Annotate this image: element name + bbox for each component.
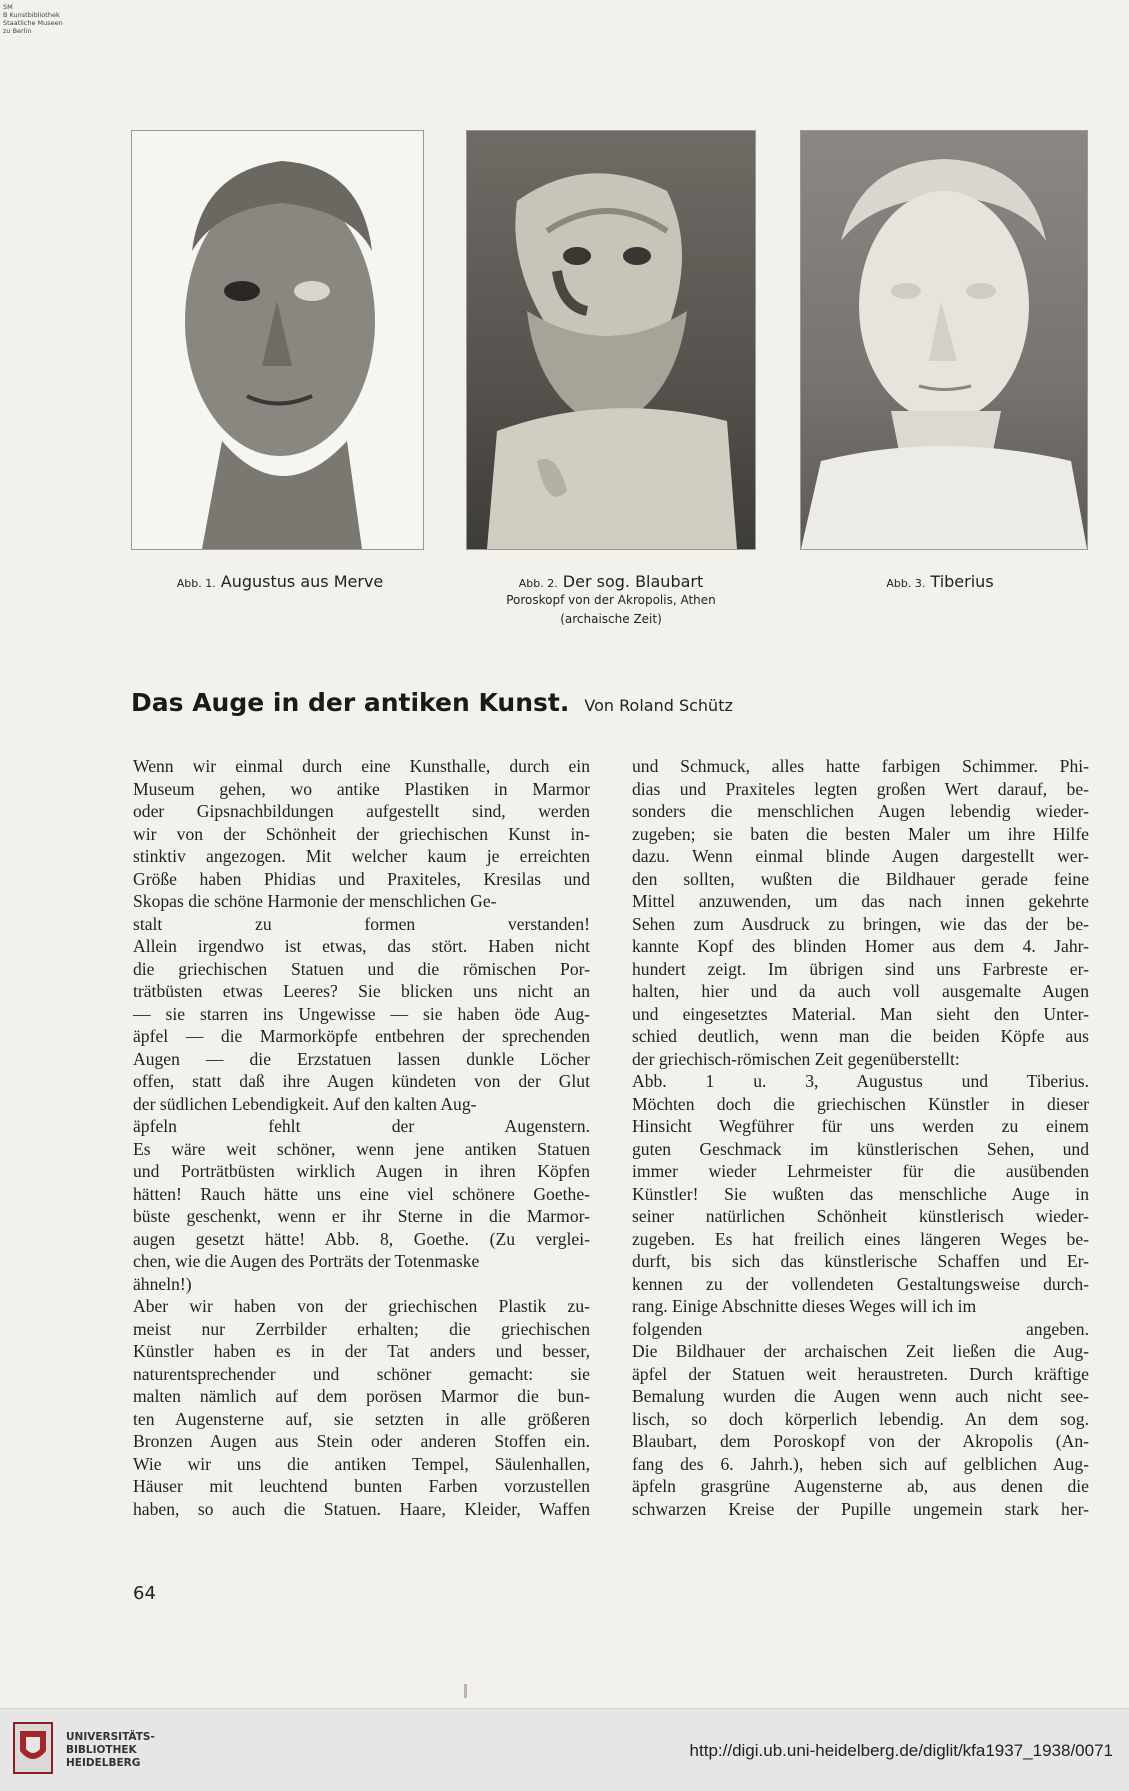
caption-subtitle: (archaische Zeit) — [560, 612, 662, 626]
text-line: zugeben. Es hat freilich eines längeren Weges be- — [632, 1228, 1089, 1249]
stamp-line: Staatliche Museen — [3, 19, 63, 27]
text-line: Bemalung wurden die Augen wenn auch nicht see- — [632, 1386, 1089, 1406]
university-library-logo-icon — [12, 1721, 54, 1775]
text-line: folgenden angeben. — [632, 1318, 1089, 1339]
text-line: naturentsprechender und schöner gemacht: sie — [133, 1363, 590, 1384]
text-line: dazu. Wenn einmal blinde Augen dargestellt wer- — [632, 846, 1089, 866]
article-title: Das Auge in der antiken Kunst. — [131, 688, 570, 717]
text-line: meist nur Zerrbilder erhalten; die griechischen — [133, 1318, 590, 1339]
caption-number: Abb. 1. — [176, 577, 216, 590]
text-line: kannte Kopf des blinden Homer aus dem 4. Jahr- — [632, 936, 1089, 956]
text-line: haben, so auch die Statuen. Haare, Kleider, Waffen — [133, 1498, 590, 1519]
text-line: oder Gipsnachbildungen aufgestellt sind, werden — [133, 801, 590, 821]
caption-subtitle: Poroskopf von der Akropolis, Athen — [506, 593, 716, 607]
text-line: hätten! Rauch hätte uns eine viel schönere Goethe- — [133, 1183, 590, 1204]
text-line: offen, statt daß ihre Augen kündeten von der Glut — [133, 1071, 590, 1091]
caption-number: Abb. 2. — [518, 577, 558, 590]
text-line: stinktiv angezogen. Mit welcher kaum je erreichten — [133, 846, 590, 866]
library-name-line: BIBLIOTHEK — [66, 1744, 137, 1756]
text-line: lisch, so doch körperlich lebendig. An dem sog. — [632, 1408, 1089, 1429]
text-line: Häuser mit leuchtend bunten Farben vorzustellen — [133, 1476, 590, 1496]
figure-caption-1 — [160, 572, 400, 591]
text-line: malten nämlich auf dem porösen Marmor die bun- — [133, 1386, 590, 1406]
text-line: äpfeln grasgrüne Augensterne ab, aus denen die — [632, 1476, 1089, 1496]
text-line: trätbüsten etwas Leeres? Sie blicken uns nicht an — [133, 981, 590, 1001]
library-stamp — [3, 3, 93, 35]
text-line: büste geschenkt, wenn er ihr Sterne in die Marmor- — [133, 1206, 590, 1226]
text-line: Größe haben Phidias und Praxiteles, Kresilas und — [133, 868, 590, 889]
tiberius-head-illustration — [801, 131, 1087, 549]
text-line: guten Geschmack im künstlerischen Sehen, und — [632, 1138, 1089, 1159]
caption-title: Der sog. Blaubart — [562, 572, 704, 591]
text-line: äpfel — die Marmorköpfe entbehren der sprechenden — [133, 1026, 590, 1046]
article-headline — [131, 688, 1031, 717]
text-line: sonders die menschlichen Augen lebendig wieder- — [632, 801, 1089, 821]
library-name-line: UNIVERSITÄTS- — [66, 1731, 155, 1743]
text-line: ähneln!) — [133, 1273, 192, 1294]
text-line: fang des 6. Jahrh.), heben sich auf gelblichen Aug- — [632, 1453, 1089, 1474]
augustus-head-illustration — [132, 131, 423, 549]
library-name-line: HEIDELBERG — [66, 1757, 141, 1769]
text-line: augen gesetzt hätte! Abb. 8, Goethe. (Zu verglei- — [133, 1228, 590, 1249]
text-line: Hinsicht Wegführer für uns werden zu einem — [632, 1116, 1089, 1136]
text-line: wir von der Schönheit der griechischen Kunst in- — [133, 823, 590, 844]
text-line: Museum gehen, wo antike Plastiken in Marmor — [133, 778, 590, 799]
text-line: kennen zu der vollendeten Gestaltungsweise durch- — [632, 1273, 1089, 1294]
text-line: dias und Praxiteles legten großen Wert darauf, be- — [632, 778, 1089, 799]
text-line: durft, bis sich das künstlerische Schaffen und Er- — [632, 1251, 1089, 1271]
text-line: der griechisch-römischen Zeit gegenüberstellt: — [632, 1048, 960, 1069]
text-line: ten Augensterne auf, sie setzten in alle größeren — [133, 1408, 590, 1429]
article-byline: Von Roland Schütz — [584, 696, 733, 715]
stamp-line: B Kunstbibliothek — [3, 11, 60, 19]
text-line: Augen — die Erzstatuen lassen dunkle Löcher — [133, 1048, 590, 1069]
text-line: der südlichen Lebendigkeit. Auf den kalten Aug- — [133, 1093, 477, 1114]
text-line: chen, wie die Augen des Porträts der Totenmaske — [133, 1251, 480, 1271]
text-line: und eingesetztes Material. Man sieht den Unter- — [632, 1003, 1089, 1024]
text-line: schied deutlich, wenn man die beiden Köpfe aus — [632, 1026, 1089, 1046]
text-line: zugeben; sie baten die besten Maler um ihre Hilfe — [632, 823, 1089, 844]
text-line: halten, hier und da auch voll ausgemalte Augen — [632, 981, 1089, 1001]
library-name — [66, 1731, 155, 1770]
text-line: hundert zeigt. Im übrigen sind uns Farbreste er- — [632, 958, 1089, 979]
figure-tiberius-image — [800, 130, 1088, 550]
caption-title: Augustus aus Merve — [220, 572, 384, 591]
figure-caption-2 — [466, 572, 756, 629]
source-url-link[interactable]: http://digi.ub.uni-heidelberg.de/diglit/kfa1937_1938/0071 — [689, 1741, 1113, 1760]
scan-mark — [464, 1684, 467, 1698]
text-line: und Porträtbüsten wirklich Augen in ihren Köpfen — [133, 1161, 590, 1181]
text-line: schwarzen Kreise der Pupille ungemein stark her- — [632, 1498, 1089, 1519]
text-line: Allein irgendwo ist etwas, das stört. Haben nicht — [133, 936, 590, 956]
text-line: Künstler haben es in der Tat anders und besser, — [133, 1341, 590, 1361]
text-line: stalt zu formen verstanden! — [133, 913, 590, 934]
text-line: — sie starren ins Ungewisse — sie haben öde Aug- — [133, 1003, 590, 1024]
figure-blaubart-image — [466, 130, 756, 550]
stamp-line: SM — [3, 3, 13, 11]
text-line: Möchten doch die griechischen Künstler in dieser — [632, 1093, 1089, 1114]
text-column-right — [632, 755, 1089, 1520]
text-line: Künstler! Sie wußten das menschliche Auge in — [632, 1183, 1089, 1204]
text-line: Sehen zum Ausdruck zu bringen, wie das der be- — [632, 913, 1089, 934]
text-line: Wenn wir einmal durch eine Kunsthalle, durch ein — [133, 756, 590, 776]
digitization-footer — [0, 1708, 1129, 1791]
text-line: Abb. 1 u. 3, Augustus und Tiberius. — [632, 1071, 1089, 1091]
stamp-line: zu Berlin — [3, 27, 32, 35]
text-line: die griechischen Statuen und die römischen Por- — [133, 958, 590, 979]
text-line: Bronzen Augen aus Stein oder anderen Stoffen ein. — [133, 1431, 590, 1451]
text-line: Aber wir haben von der griechischen Plastik zu- — [133, 1296, 590, 1316]
text-line: und Schmuck, alles hatte farbigen Schimmer. Phi- — [632, 756, 1089, 776]
text-line: äpfeln fehlt der Augenstern. — [133, 1116, 590, 1136]
text-line: Mittel anzuwenden, um das nach innen gekehrte — [632, 891, 1089, 911]
text-line: seiner natürlichen Schönheit künstlerisch wieder- — [632, 1206, 1089, 1226]
caption-title: Tiberius — [930, 572, 994, 591]
caption-number: Abb. 3. — [886, 577, 926, 590]
text-line: rang. Einige Abschnitte dieses Weges will ich im — [632, 1296, 977, 1316]
text-column-left — [133, 755, 590, 1520]
figure-augustus-image — [131, 130, 424, 550]
text-line: Die Bildhauer der archaischen Zeit ließen die Aug- — [632, 1341, 1089, 1361]
text-line: Blaubart, dem Poroskopf von der Akropolis (An- — [632, 1431, 1089, 1451]
blaubart-head-illustration — [467, 131, 755, 549]
text-line: Wie wir uns die antiken Tempel, Säulenhallen, — [133, 1453, 590, 1474]
text-line: den sollten, wußten die Bildhauer gerade feine — [632, 868, 1089, 889]
page-number: 64 — [133, 1583, 156, 1604]
text-line: Es wäre weit schöner, wenn jene antiken Statuen — [133, 1138, 590, 1159]
text-line: äpfel der Statuen weit heraustreten. Durch kräftige — [632, 1363, 1089, 1384]
text-line: Skopas die schöne Harmonie der menschlichen Ge- — [133, 891, 497, 911]
figure-caption-3 — [860, 572, 1020, 591]
text-line: immer wieder Lehrmeister für die ausübenden — [632, 1161, 1089, 1181]
